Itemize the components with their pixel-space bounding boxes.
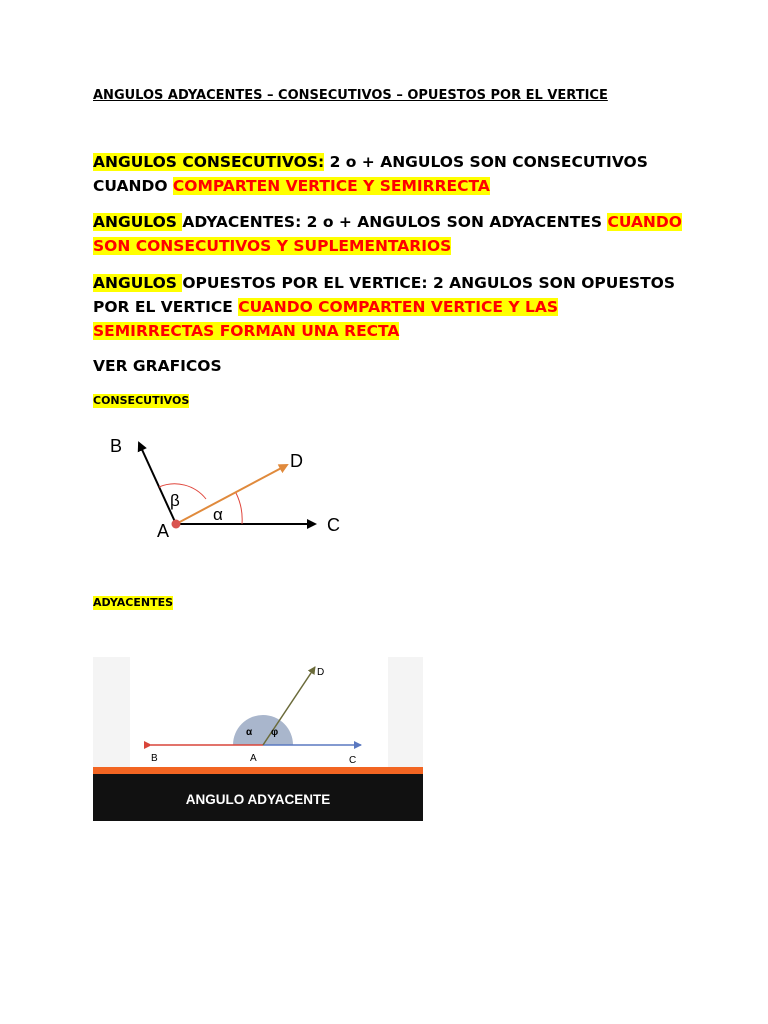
angle-beta-label: β xyxy=(170,491,180,510)
adyacentes-highlight: CUANDO SON CONSECUTIVOS Y SUPLEMENTARIOS xyxy=(93,213,682,255)
angle-phi-label: φ xyxy=(271,727,279,738)
point-c-label: C xyxy=(349,755,357,766)
adyacentes-label: ADYACENTES xyxy=(93,596,174,609)
adyacentes-figure xyxy=(93,657,423,821)
angle-alpha-label: α xyxy=(213,505,223,524)
vertex-dot xyxy=(172,520,181,529)
consecutivos-label: CONSECUTIVOS xyxy=(93,394,190,407)
orange-stripe xyxy=(93,767,423,774)
point-b-label: B xyxy=(110,436,123,456)
opuestos-text: OPUESTOS POR EL VERTICE: 2 ANGULOS SON OPUESTOS POR EL VERTICE xyxy=(93,274,675,316)
adyacentes-text: ADYACENTES: 2 o + ANGULOS SON ADYACENTES xyxy=(182,213,608,231)
point-a-label: A xyxy=(250,753,257,764)
opuestos-highlight: CUANDO COMPARTEN VERTICE Y LAS SEMIRRECTAS FORMAN UNA RECTA xyxy=(93,298,559,340)
consecutivos-term: ANGULOS CONSECUTIVOS xyxy=(93,153,318,171)
point-d-label: D xyxy=(290,451,303,471)
opuestos-definition xyxy=(93,271,683,343)
page-title: ANGULOS ADYACENTES – CONSECUTIVOS – OPUESTOS POR EL VERTICE xyxy=(93,88,608,103)
ver-graficos: VER GRAFICOS xyxy=(93,357,222,375)
consecutivos-definition xyxy=(93,150,683,198)
adyacentes-term: ANGULOS xyxy=(93,213,183,231)
point-d-label: D xyxy=(317,667,325,678)
figure-side-left xyxy=(93,657,130,767)
angle-alpha-label: α xyxy=(246,727,253,738)
adyacentes-definition xyxy=(93,210,683,258)
point-c-label: C xyxy=(327,515,340,535)
consecutivos-figure xyxy=(93,425,363,545)
ray-ad xyxy=(176,465,287,524)
opuestos-term: ANGULOS xyxy=(93,274,183,292)
consecutivos-highlight: COMPARTEN VERTICE Y SEMIRRECTA xyxy=(172,177,490,195)
point-b-label: B xyxy=(151,753,158,764)
caption-text: ANGULO ADYACENTE xyxy=(185,792,331,807)
arc-alpha xyxy=(236,493,242,524)
figure-side-right xyxy=(388,657,423,767)
point-a-label: A xyxy=(157,521,170,541)
consecutivos-colon: : xyxy=(317,153,325,171)
arc-beta xyxy=(159,484,206,499)
consecutivos-text: 2 o + ANGULOS SON CONSECUTIVOS CUANDO xyxy=(93,153,648,195)
